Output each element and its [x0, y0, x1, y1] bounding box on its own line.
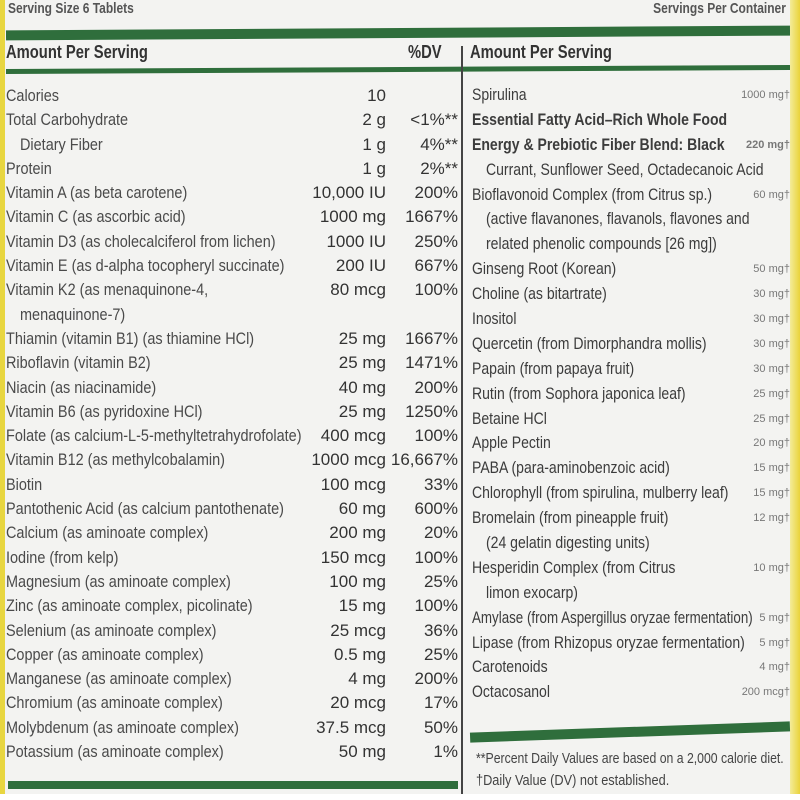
ingredient-name: Lipase (from Rhizopus oryzae fermentation)	[472, 633, 745, 652]
nutrient-name: Total Carbohydrate	[6, 110, 129, 130]
ingredient-row	[472, 232, 790, 257]
ingredient-name: Hesperidin Complex (from Citrus	[472, 558, 676, 577]
nutrient-row	[6, 691, 458, 715]
ingredient-row	[472, 556, 790, 581]
ingredient-name: limon exocarp)	[486, 583, 578, 602]
nutrient-amount: 37.5 mcg	[316, 717, 386, 737]
ingredient-row	[472, 382, 790, 407]
ingredient-name: Essential Fatty Acid–Rich Whole Food	[472, 110, 728, 129]
nutrient-amount: 25 mcg	[330, 620, 386, 640]
serving-size: Serving Size 6 Tablets	[8, 0, 134, 17]
nutrient-name: Vitamin B6 (as pyridoxine HCl)	[6, 401, 203, 421]
ingredient-row	[472, 183, 790, 208]
nutrient-dv: 1250%	[405, 401, 458, 421]
nutrient-dv: 1667%	[405, 328, 458, 348]
nutrient-amount: 1000 mcg	[311, 450, 386, 470]
nutrient-row	[6, 473, 458, 497]
nutrient-dv: 25%	[423, 571, 458, 591]
ingredient-row	[472, 456, 790, 481]
nutrient-row	[6, 133, 458, 157]
nutrient-name: Calcium (as aminoate complex)	[6, 523, 209, 543]
nutrient-name: Pantothenic Acid (as calcium pantothenate)	[6, 499, 284, 519]
nutrient-row	[6, 570, 458, 594]
ingredient-name: Quercetin (from Dimorphandra mollis)	[472, 334, 707, 353]
ingredient-name: Inositol	[472, 310, 517, 329]
nutrient-dv: 667%	[414, 256, 458, 276]
ingredient-row	[472, 158, 790, 183]
nutrient-dv: 100%	[414, 426, 458, 446]
ingredient-name: Papain (from papaya fruit)	[472, 359, 635, 378]
nutrient-dv: 4%**	[420, 134, 458, 154]
nutrient-name: Vitamin A (as beta carotene)	[6, 183, 188, 203]
left-amount-header: Amount Per Serving	[6, 42, 148, 62]
top-divider-bar	[6, 26, 790, 41]
ingredient-row	[472, 531, 790, 556]
nutrient-name: Thiamin (vitamin B1) (as thiamine HCl)	[6, 328, 255, 348]
nutrient-row	[6, 376, 458, 400]
ingredient-name: Bromelain (from pineapple fruit)	[472, 509, 669, 528]
ingredient-amount: 200 mcg†	[741, 686, 790, 699]
nutrient-name: Dietary Fiber	[20, 134, 103, 154]
left-nutrient-table	[6, 84, 458, 764]
ingredient-amount: 25 mg†	[753, 387, 790, 400]
header-divider-bar	[6, 65, 790, 74]
nutrient-name: Magnesium (as aminoate complex)	[6, 571, 231, 591]
ingredient-amount: 15 mg†	[753, 487, 790, 500]
ingredient-amount: 4 mg†	[759, 661, 790, 674]
nutrient-amount: 40 mg	[338, 377, 386, 397]
ingredient-amount: 5 mg†	[759, 636, 790, 649]
ingredient-row	[472, 581, 790, 606]
ingredient-name: (24 gelatin digesting units)	[486, 534, 650, 553]
nutrient-name: Zinc (as aminoate complex, picolinate)	[6, 596, 253, 616]
nutrient-row	[6, 157, 458, 181]
ingredient-amount: 220 mg†	[745, 138, 790, 151]
ingredient-amount: 30 mg†	[753, 288, 790, 301]
footnote-dagger: †Daily Value (DV) not established.	[476, 772, 670, 789]
ingredient-amount: 5 mg†	[759, 611, 790, 624]
nutrient-amount: 50 mg	[338, 742, 386, 762]
nutrient-row	[6, 619, 458, 643]
nutrient-amount: 400 mcg	[320, 426, 386, 446]
nutrient-row	[6, 521, 458, 545]
nutrient-amount: 200 IU	[335, 256, 386, 276]
ingredient-amount: 20 mg†	[753, 437, 790, 450]
nutrient-amount: 10,000 IU	[312, 183, 386, 203]
ingredient-amount: 30 mg†	[753, 337, 790, 350]
nutrient-amount: 0.5 mg	[334, 644, 386, 664]
nutrient-row	[6, 448, 458, 472]
nutrient-dv: 1471%	[405, 353, 458, 373]
ingredient-amount: 15 mg†	[753, 462, 790, 475]
nutrient-dv: 100%	[414, 596, 458, 616]
ingredient-name: Chlorophyll (from spirulina, mulberry leaf)	[472, 484, 729, 503]
nutrient-name: Riboflavin (vitamin B2)	[6, 353, 151, 373]
ingredient-name: Bioflavonoid Complex (from Citrus sp.)	[472, 185, 713, 204]
nutrient-amount: 15 mg	[338, 596, 386, 616]
nutrient-name: Niacin (as niacinamide)	[6, 377, 157, 397]
ingredient-row	[472, 257, 790, 282]
bottom-right-bar	[470, 721, 790, 742]
nutrient-dv: 1667%	[405, 207, 458, 227]
ingredient-name: Choline (as bitartrate)	[472, 285, 607, 304]
nutrient-amount: 25 mg	[338, 353, 386, 373]
nutrient-name: Selenium (as aminoate complex)	[6, 620, 217, 640]
nutrient-amount: 1000 mg	[319, 207, 386, 227]
nutrient-name: Vitamin E (as d-alpha tocopheryl succinate)	[6, 256, 285, 276]
bottle-edge-right	[790, 0, 800, 800]
ingredient-row	[472, 606, 790, 631]
nutrient-row	[6, 546, 458, 570]
nutrient-name: Vitamin B12 (as methylcobalamin)	[6, 450, 225, 470]
ingredient-amount: 50 mg†	[753, 263, 790, 276]
nutrient-name: Iodine (from kelp)	[6, 547, 119, 567]
nutrient-dv: 100%	[414, 280, 458, 300]
ingredient-amount: 30 mg†	[753, 362, 790, 375]
nutrient-row	[6, 254, 458, 278]
nutrient-dv: 200%	[414, 669, 458, 689]
ingredient-amount: 30 mg†	[753, 313, 790, 326]
nutrient-dv: 25%	[423, 644, 458, 664]
column-divider	[461, 46, 463, 800]
nutrient-name: Vitamin D3 (as cholecalciferol from lichen)	[6, 231, 276, 251]
nutrient-row	[6, 108, 458, 132]
nutrient-name: menaquinone-7)	[20, 304, 126, 324]
nutrient-dv: <1%**	[410, 110, 458, 130]
bottom-left-bar	[8, 781, 458, 789]
nutrient-name: Manganese (as aminoate complex)	[6, 669, 232, 689]
nutrient-row	[6, 400, 458, 424]
ingredient-row	[472, 431, 790, 456]
ingredient-row	[472, 108, 790, 133]
nutrient-amount: 25 mg	[338, 401, 386, 421]
ingredient-name: Apple Pectin	[472, 434, 551, 453]
nutrient-dv: 200%	[414, 377, 458, 397]
ingredient-row	[472, 207, 790, 232]
ingredient-name: Amylase (from Aspergillus oryzae fermentation)	[472, 608, 753, 627]
dv-header: %DV	[408, 42, 442, 62]
ingredient-name: Energy & Prebiotic Fiber Blend: Black	[472, 135, 725, 154]
ingredient-row	[472, 506, 790, 531]
nutrient-amount: 20 mcg	[330, 693, 386, 713]
nutrient-amount: 100 mcg	[320, 474, 386, 494]
nutrient-name: Vitamin K2 (as menaquinone-4,	[6, 280, 209, 300]
ingredient-row	[472, 83, 790, 108]
ingredient-name: Carotenoids	[472, 658, 548, 677]
ingredient-name: Ginseng Root (Korean)	[472, 260, 617, 279]
nutrient-row	[6, 278, 458, 302]
nutrient-name: Copper (as aminoate complex)	[6, 644, 204, 664]
nutrient-row	[6, 84, 458, 108]
ingredient-amount: 60 mg†	[753, 188, 790, 201]
nutrient-dv: 2%**	[420, 158, 458, 178]
ingredient-name: Rutin (from Sophora japonica leaf)	[472, 384, 686, 403]
nutrient-row	[6, 327, 458, 351]
ingredient-name: PABA (para-aminobenzoic acid)	[472, 459, 670, 478]
nutrient-amount: 60 mg	[338, 499, 386, 519]
bottle-edge-left	[0, 0, 5, 800]
nutrient-dv: 36%	[423, 620, 458, 640]
ingredient-name: related phenolic compounds [26 mg])	[486, 235, 717, 254]
nutrient-dv: 33%	[423, 474, 458, 494]
nutrient-dv: 20%	[423, 523, 458, 543]
ingredient-row	[472, 655, 790, 680]
nutrient-dv: 600%	[414, 499, 458, 519]
nutrient-row	[6, 230, 458, 254]
ingredient-row	[472, 307, 790, 332]
nutrient-name: Molybdenum (as aminoate complex)	[6, 717, 239, 737]
ingredient-amount: 25 mg†	[753, 412, 790, 425]
nutrient-row	[6, 497, 458, 521]
ingredient-row	[472, 357, 790, 382]
ingredient-amount: 1000 mg†	[741, 89, 790, 101]
nutrient-row	[6, 205, 458, 229]
ingredient-row	[472, 282, 790, 307]
nutrient-dv: 250%	[414, 231, 458, 251]
ingredient-row	[472, 407, 790, 432]
nutrient-amount: 80 mcg	[330, 280, 386, 300]
nutrient-dv: 1%	[433, 742, 458, 762]
nutrient-amount: 25 mg	[338, 328, 386, 348]
nutrient-amount: 2 g	[362, 110, 386, 130]
nutrient-row	[6, 181, 458, 205]
nutrient-row	[6, 740, 458, 764]
nutrient-amount: 1 g	[362, 134, 386, 154]
right-ingredient-table	[472, 83, 790, 705]
nutrient-amount: 4 mg	[348, 669, 386, 689]
nutrient-amount: 10	[367, 86, 386, 105]
nutrient-name: Chromium (as aminoate complex)	[6, 693, 223, 713]
nutrient-row	[6, 716, 458, 740]
nutrient-name: Calories	[6, 86, 60, 105]
ingredient-row	[472, 332, 790, 357]
ingredient-row	[472, 631, 790, 656]
ingredient-row	[472, 680, 790, 705]
nutrient-dv: 16,667%	[390, 450, 458, 470]
nutrient-row	[6, 667, 458, 691]
nutrient-name: Potassium (as aminoate complex)	[6, 742, 224, 762]
image-bottom-edge	[0, 794, 800, 800]
ingredient-name: Octacosanol	[472, 683, 550, 702]
ingredient-amount: 12 mg†	[753, 512, 790, 525]
ingredient-name: Betaine HCl	[472, 409, 547, 428]
nutrient-amount: 100 mg	[329, 571, 386, 591]
nutrient-name: Protein	[6, 158, 52, 178]
nutrient-name: Biotin	[6, 474, 43, 494]
ingredient-name: Spirulina	[472, 86, 527, 104]
nutrient-amount: 1 g	[362, 158, 386, 178]
ingredient-row	[472, 133, 790, 158]
nutrient-name: Folate (as calcium-L-5-methyltetrahydrofolate)	[6, 426, 302, 446]
right-amount-header: Amount Per Serving	[470, 42, 612, 62]
nutrient-row	[6, 303, 458, 327]
nutrient-dv: 200%	[414, 183, 458, 203]
ingredient-name: (active flavanones, flavanols, flavones and	[486, 210, 750, 229]
nutrient-dv: 50%	[423, 717, 458, 737]
nutrient-row	[6, 643, 458, 667]
nutrient-row	[6, 351, 458, 375]
nutrient-amount: 1000 IU	[326, 231, 386, 251]
nutrient-amount: 200 mg	[329, 523, 386, 543]
nutrient-row	[6, 594, 458, 618]
nutrient-name: Vitamin C (as ascorbic acid)	[6, 207, 186, 227]
servings-per-container: Servings Per Container	[653, 0, 786, 17]
nutrient-amount: 150 mcg	[320, 547, 386, 567]
footnote-percent-dv: **Percent Daily Values are based on a 2,000 calorie diet.	[476, 750, 784, 767]
nutrient-dv: 100%	[414, 547, 458, 567]
ingredient-amount: 10 mg†	[753, 561, 790, 574]
nutrient-dv: 17%	[423, 693, 458, 713]
ingredient-name: Currant, Sunflower Seed, Octadecanoic Acid	[486, 160, 764, 179]
ingredient-row	[472, 481, 790, 506]
nutrient-row	[6, 424, 458, 448]
